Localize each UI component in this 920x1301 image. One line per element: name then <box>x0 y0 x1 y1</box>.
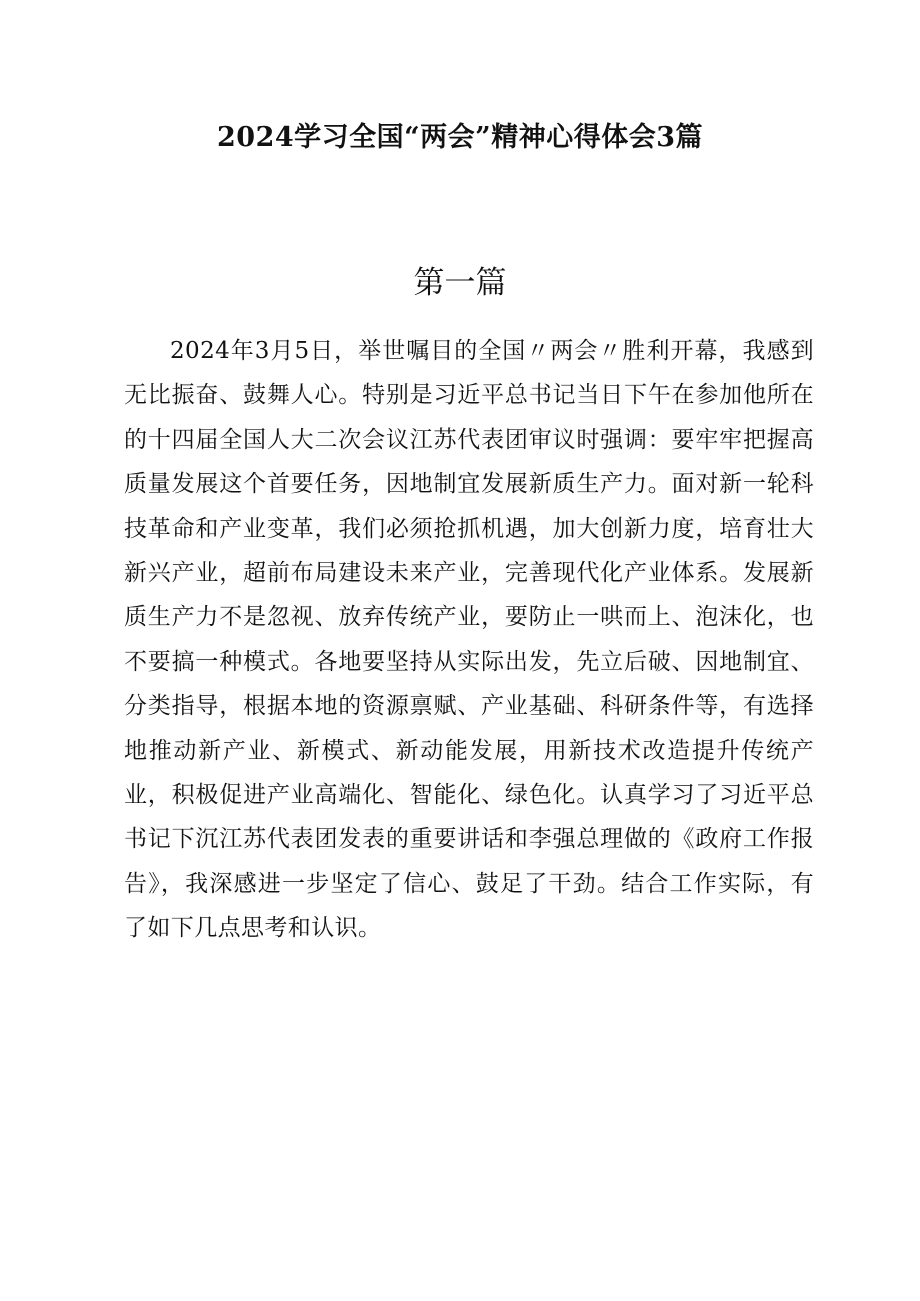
document-title: 2024学习全国“两会”精神心得体会3篇 <box>217 122 703 153</box>
section-heading: 第一篇 <box>413 265 507 301</box>
body-paragraph: 2024年3月5日，举世嘱目的全国〃两会〃胜利开幕，我感到无比振奋、鼓舞人心。特别是习近平总书记当日下午在参加他所在的十四届全国人大二次会议江苏代表团审议时强调：要牢牢把握高质量发展这个首要任务，因地制宜发展新质生产力。面对新一轮科技革命和产业变革，我们必须抢抓机遇，加大创新力度，培育壮大新兴产业，超前布局建设未来产业，完善现代化产业体系。发展新质生产力不是忽视、放弃传统产业，要防止一哄而上、泡沫化，也不要搞一种模式。各地要坚持从实际出发，先立后破、因地制宜、分类指导，根据本地的资源禀赋、产业基础、科研条件等，有选择地推动新产业、新模式、新动能发展，用新技术改造提升传统产业，积极促进产业高端化、智能化、绿色化。认真学习了习近平总书记下沉江苏代表团发表的重要讲话和李强总理做的《政府工作报告》，我深感进一步坚定了信心、鼓足了干劲。结合工作实际，有了如下几点思考和认识。 <box>124 338 814 942</box>
